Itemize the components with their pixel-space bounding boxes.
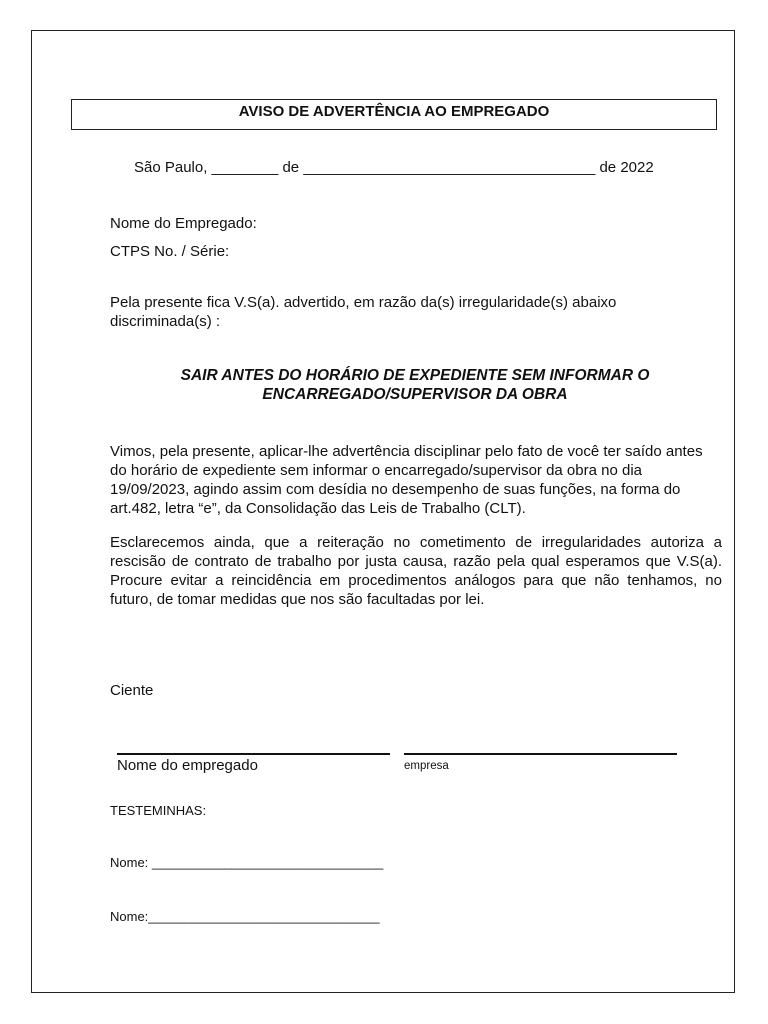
acknowledged-label: Ciente — [110, 682, 154, 699]
company-signature-line — [404, 753, 677, 755]
witness-1-line: Nome: ________________________________ — [110, 855, 384, 870]
employee-signature-line — [117, 753, 390, 755]
company-signature-label: empresa — [404, 760, 449, 772]
intro-paragraph: Pela presente fica V.S(a). advertido, em razão da(s) irregularidade(s) abaixo discriminada(s) : — [110, 294, 617, 330]
body-paragraph-2: Esclarecemos ainda, que a reiteração no cometimento de irregularidades autoriza a rescisão de contrato de trabalho por justa causa, razão pela qual esperamos que V.S(a). Procure evitar a reincidência em procedimentos análogos para que não tenhamos, no futuro, de tomar medidas que nos são facultadas por lei. — [110, 534, 722, 608]
ctps-label: CTPS No. / Série: — [110, 243, 230, 260]
employee-signature-label: Nome do empregado — [117, 757, 258, 774]
employee-name-label: Nome do Empregado: — [110, 215, 257, 232]
witness-2-line: Nome:________________________________ — [110, 909, 380, 924]
date-line: São Paulo, ________ de ___________________________________ de 2022 — [134, 159, 654, 176]
body-paragraph-1: Vimos, pela presente, aplicar-lhe advertência disciplinar pelo fato de você ter saído antes do horário de expediente sem informar o encarregado/supervisor da obra no dia 19/09/2023, agindo assim com desídia no desempenho de suas funções, na forma do art.482, letra “e”, da Consolidação das Leis de Trabalho (CLT). — [110, 443, 703, 517]
document-title: AVISO DE ADVERTÊNCIA AO EMPREGADO — [71, 99, 717, 130]
infraction-description: SAIR ANTES DO HORÁRIO DE EXPEDIENTE SEM INFORMAR O ENCARREGADO/SUPERVISOR DA OBRA — [180, 367, 650, 403]
witnesses-label: TESTEMINHAS: — [110, 803, 207, 818]
